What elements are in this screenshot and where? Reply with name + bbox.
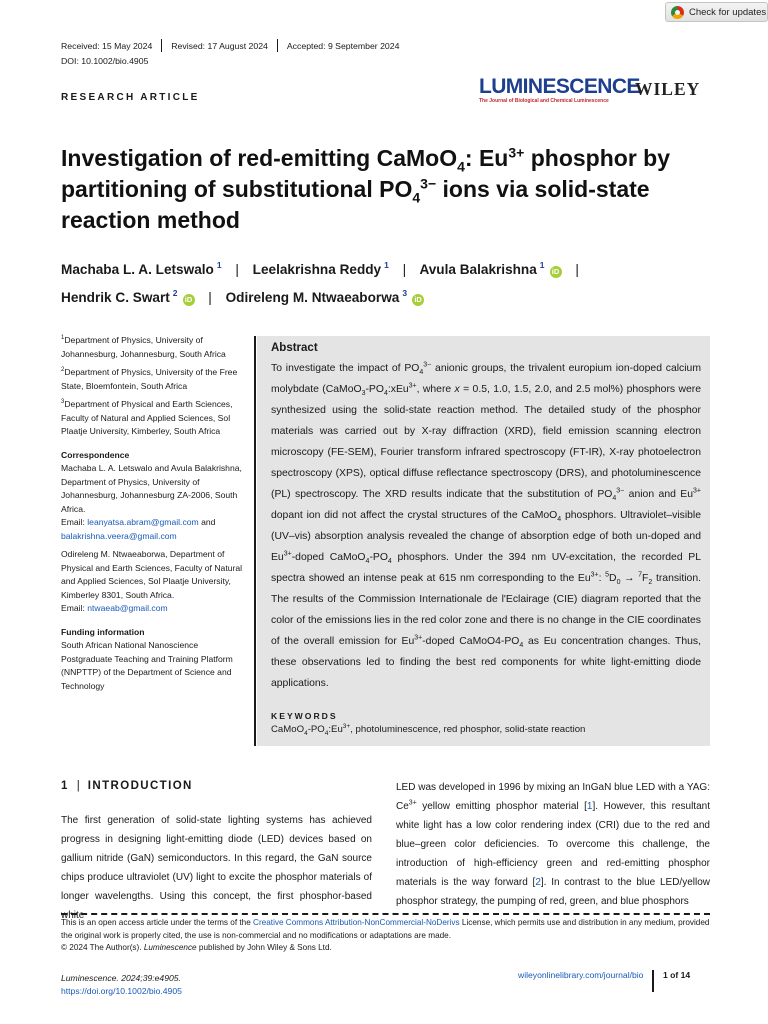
email-link[interactable]: leanyatsa.abram@gmail.com <box>87 517 199 527</box>
journal-name: LUMINESCENCE <box>479 75 640 98</box>
reference-link[interactable]: 2 <box>535 877 541 888</box>
journal-logo <box>479 76 640 104</box>
section-number: 1 <box>61 780 69 792</box>
correspondence-block: Odireleng M. Ntwaeaborwa, Department of Physical and Earth Sciences, Faculty of Natural and Applied Sciences, Sol Plaatje University, Kimberley 8301, South Africa. Email: ntwaeab@gmail.com <box>61 549 243 613</box>
received-date: Received: 15 May 2024 <box>61 40 153 51</box>
check-for-updates-label: Check for updates <box>689 6 767 18</box>
publisher-logo: WILEY <box>635 79 701 99</box>
article-title: Investigation of red-emitting CaMoO$_4$: $Eu^{3+}$ phosphor by partitioning of substitutional $PO_4^{3-}$ ions via solid-state reaction method <box>61 144 671 233</box>
license-link[interactable]: Creative Commons Attribution-NonCommercial-NoDerivs <box>253 918 460 927</box>
footer-divider <box>652 970 654 992</box>
article-type: RESEARCH ARTICLE <box>61 92 200 103</box>
author-affiliation: 2 <box>172 288 178 299</box>
keywords-heading: KEYWORDS <box>271 711 338 721</box>
doi-link[interactable]: https://doi.org/10.1002/bio.4905 <box>61 986 182 996</box>
author-name: Odireleng M. Ntwaeaborwa <box>225 290 400 305</box>
date-divider <box>161 39 162 52</box>
abstract-rule <box>254 336 256 746</box>
correspondence-block: Machaba L. A. Letswalo and Avula Balakrishna, Department of Physics, University of Johannesburg, Johannesburg ZA-2006, South Africa. Email: leanyatsa.abram@gmail.com and balakrishna.veera@gmail.com <box>61 463 242 541</box>
section-title: INTRODUCTION <box>87 780 193 792</box>
affiliation: $^2$Department of Physics, University of the Free State, Bloemfontein, South Africa <box>61 367 238 391</box>
abstract-text: To investigate the impact of $PO_4^{3-}$ anionic groups, the trivalent europium ion-doped calcium molybdate ($CaMoO_3-PO_4:xEu^{3+}$, where x = 0.5, 1.0, 1.5, 2.0, and 2.5 mol%) phosphors were synthesized using the solid-state reaction method. The detailed study of the phosphor materials was carried out by X-ray diffraction (XRD), field emission scanning electron microscopy (FE-SEM), Fourier transform infrared spectroscopy (FT-IR), X-ray photoelectron spectroscopy (XPS), optical diffuse reflectance spectroscopy (DRS), and photoluminescence (PL) spectroscopy. The XRD results indicate that the substitution of $PO_4^{3-}$ anion and $Eu^{3+}$ dopant ion did not affect the crystal structures of the CaMoO$_4$ phosphors. Ultraviolet–visible (UV–vis) absorption analysis revealed the change of absorption edge of both un-doped and $Eu^{3+}$-doped $CaMoO_4-PO_4$ phosphors. Under the 394 nm UV-excitation, the recorded PL spectra showed an intense peak at 615 nm corresponding to the $Eu^{3+}$: $^5D_0 \to ^7F_2$ transition. The results of the Commission Internationale de l'Eclairage (CIE) diagram reported that the color of the emissions lies in the red color zone and there is no change in the CIE coordinates of the overall emission for $Eu^{3+}$-doped $CaMoO4-PO_4$ as Eu concentration changes. Thus, these observations led to finding the best red components for white light-emitting diode applications. <box>271 361 702 689</box>
orcid-icon[interactable]: iD <box>550 266 562 278</box>
accepted-date: Accepted: 9 September 2024 <box>286 40 400 51</box>
license-divider <box>61 913 710 915</box>
article-doi: DOI: 10.1002/bio.4905 <box>61 56 149 66</box>
footer-right <box>518 970 690 992</box>
author-affiliation: 3 <box>402 288 408 299</box>
email-link[interactable]: balakrishna.veera@gmail.com <box>61 530 177 541</box>
revised-date: Revised: 17 August 2024 <box>171 40 268 51</box>
date-divider <box>277 39 278 52</box>
section-separator: | <box>76 780 80 792</box>
email-link[interactable]: ntwaeab@gmail.com <box>87 603 168 613</box>
author-separator: | <box>575 262 579 277</box>
crossmark-icon <box>671 6 684 19</box>
author-name: Hendrik C. Swart <box>61 290 170 305</box>
author-separator: | <box>402 262 407 277</box>
affiliation: $^1$Department of Physics, University of Johannesburg, Johannesburg, South Africa <box>61 335 226 359</box>
author-separator: | <box>235 262 239 277</box>
journal-site-link[interactable]: wileyonlinelibrary.com/journal/bio <box>518 970 644 980</box>
section-heading <box>61 780 193 792</box>
footer-citation: Luminescence. 2024;39:e4905. https://doi.org/10.1002/bio.4905 <box>61 973 182 996</box>
author-affiliation: 1 <box>216 260 222 271</box>
abstract-heading: Abstract <box>271 342 318 354</box>
intro-paragraph-continued: LED was developed in 1996 by mixing an InGaN blue LED with a YAG: $Ce^{3+}$ yellow emitting phosphor material [1]. However, this resultant white light has a low color rendering index (CRI) due to the red and blue–green color deficiencies. To overcome this challenge, the introduction of high-efficiency green and red-emitting phosphor materials is the way forward [2]. In contrast to the blue LED/yellow phosphor strategy, the pumping of red, green, and blue phosphors <box>396 782 710 907</box>
reference-link[interactable]: 1 <box>586 801 593 812</box>
article-dates <box>61 39 399 52</box>
check-for-updates-button[interactable] <box>665 2 768 22</box>
affiliation: $^3$Department of Physical and Earth Sciences, Faculty of Natural and Applied Sciences, Sol Plaatje University, Kimberley, South Africa <box>61 399 233 436</box>
author-affiliation: 1 <box>384 260 389 271</box>
keywords-text: $CaMoO_4-PO_4:Eu^{3+}$, photoluminescence, red phosphor, solid-state reaction <box>271 722 586 737</box>
page-number: 1 of 14 <box>662 970 691 980</box>
correspondence-heading: Correspondence <box>61 449 130 460</box>
author-list <box>61 256 721 312</box>
author-name: Leelakrishna Reddy <box>252 262 382 277</box>
journal-subtitle: The Journal of Biological and Chemical Luminescence <box>479 98 609 104</box>
author-name: Avula Balakrishna <box>419 262 537 277</box>
funding-text: South African National Nanoscience Postgraduate Teaching and Training Platform (NNPTTP) of the Department of Science and Technology <box>61 640 233 691</box>
author-separator: | <box>208 290 212 305</box>
orcid-icon[interactable]: iD <box>412 294 424 306</box>
funding-heading: Funding information <box>61 626 145 637</box>
author-affiliation: 1 <box>539 260 545 271</box>
license-notice: This is an open access article under the terms of the Creative Commons Attribution-NonCommercial-NoDerivs License, which permits use and distribution in any medium, provided the original work is properly cited, the use is non-commercial and no modifications or adaptations are made. © 2024 The Author(s). Luminescence published by John Wiley & Sons Ltd. <box>61 918 710 952</box>
orcid-icon[interactable]: iD <box>183 294 195 306</box>
article-sidebar <box>61 334 244 698</box>
intro-paragraph: The first generation of solid-state lighting systems has achieved progress in designing light-emitting diode (LED) devices based on gallium nitride (GaN) semiconductors. In this regard, the GaN source chips produce ultraviolet (UV) light to excite the phosphor materials of longer wavelengths. Using this concept, the first phosphor-based white <box>61 815 372 921</box>
author-name: Machaba L. A. Letswalo <box>61 262 214 277</box>
